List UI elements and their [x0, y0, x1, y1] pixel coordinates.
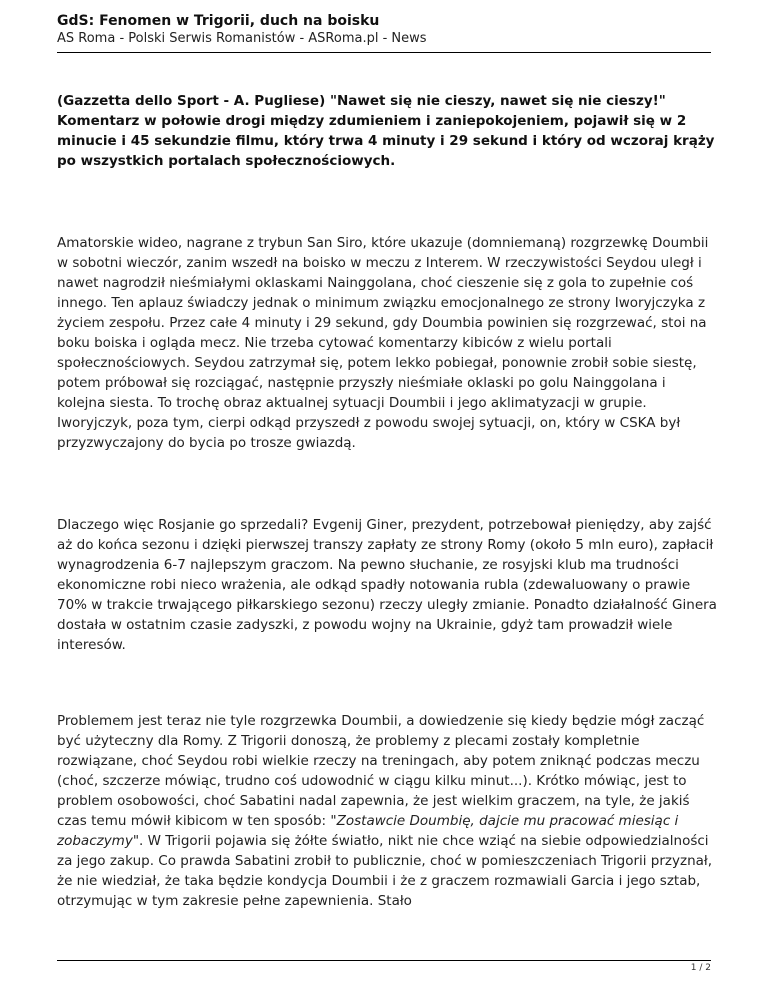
page-header — [57, 13, 711, 47]
footer-divider — [57, 960, 711, 961]
article-lead: (Gazzetta dello Sport - A. Pugliese) "Nawet się nie cieszy, nawet się nie cieszy!" Komentarz w połowie drogi między zdumieniem i zaniepokojeniem, pojawił się w 2 minucie i 45 sekundzie filmu, który trwa 4 minuty i 29 sekund i który od wczoraj krąży po wszystkich portalach społecznościowych. — [57, 93, 715, 169]
site-subtitle: AS Roma - Polski Serwis Romanistów - ASRoma.pl - News — [57, 31, 427, 46]
paragraph — [57, 711, 717, 911]
paragraph: Amatorskie wideo, nagrane z trybun San Siro, które ukazuje (domniemaną) rozgrzewkę Doumbii w sobotni wieczór, zanim wszedł na boisko w meczu z Interem. W rzeczywistości Seydou uległ i nawet nagrodził nieśmiałymi oklaskami Nainggolana, choć cieszenie się z gola to zupełnie coś innego. Ten aplauz świadczy jednak o minimum związku emocjonalnego ze strony Iworyjczyka z życiem zespołu. Przez całe 4 minuty i 29 sekund, gdy Doumbia powinien się rozgrzewać, stoi na boku boiska i ogląda mecz. Nie trzeba cytować komentarzy kibiców z wielu portali społecznościowych. Seydou zatrzymał się, potem lekko pobiegał, ponownie zrobił sobie siestę, potem próbował się rozciągać, następnie przyszły nieśmiałe oklaski po golu Nainggolana i kolejna siesta. To trochę obraz aktualnej sytuacji Doumbii i jego aklimatyzacji w grupie. Iworyjczyk, poza tym, cierpi odkąd przyszedł z powodu swojej sytuacji, on, który w CSKA był przyzwyczajony do bycia po trosze gwiazdą. — [57, 235, 709, 451]
header-divider — [57, 52, 711, 53]
quote-italic: Zostawcie Doumbię, dajcie mu pracować miesiąc i zobaczymy — [57, 813, 679, 849]
paragraph-text: ". W Trigorii pojawia się żółte światło, nikt nie chce wziąć na siebie odpowiedzialności za jego zakup. Co prawda Sabatini zrobił to publicznie, choć w pomieszczeniach Trigorii przyznał, że nie wiedział, że taka będzie kondycja Doumbii i że z graczem rozmawiali Garcia i jego sztab, otrzymując w tym zakresie pełne zapewnienia. Stało — [57, 833, 713, 909]
page-number: 1 / 2 — [690, 963, 711, 973]
paragraph-text: Problemem jest teraz nie tyle rozgrzewka Doumbii, a dowiedzenie się kiedy będzie mógł zacząć być użyteczny dla Romy. Z Trigorii donoszą, że problemy z plecami zostały kompletnie rozwiązane, choć Seydou robi wielkie rzeczy na treningach, aby potem zniknąć podczas meczu (choć, szczerze mówiąc, trudno coś udowodnić w ciągu kilku minut...). Krótko mówiąc, jest to problem osobowości, choć Sabatini nadal zapewnia, że jest wielkim graczem, na tyle, że jakiś czas temu mówił kibicom w ten sposób: " — [57, 713, 705, 829]
article-title: GdS: Fenomen w Trigorii, duch na boisku — [57, 13, 380, 29]
paragraph: Dlaczego więc Rosjanie go sprzedali? Evgenij Giner, prezydent, potrzebował pieniędzy, aby zajść aż do końca sezonu i dzięki pierwszej transzy zapłaty ze strony Romy (około 5 mln euro), zapłacił wynagrodzenia 6-7 najlepszym graczom. Na pewno słuchanie, ze rosyjski klub ma trudności ekonomiczne robi nieco wrażenia, ale odkąd spadły notowania rubla (zdewaluowany o prawie 70% w trakcie trwającego piłkarskiego sezonu) rzeczy uległy zmianie. Ponadto działalność Ginera dostała w ostatnim czasie zadyszki, z powodu wojny na Ukrainie, gdyż tam prowadził wiele interesów. — [57, 517, 717, 653]
